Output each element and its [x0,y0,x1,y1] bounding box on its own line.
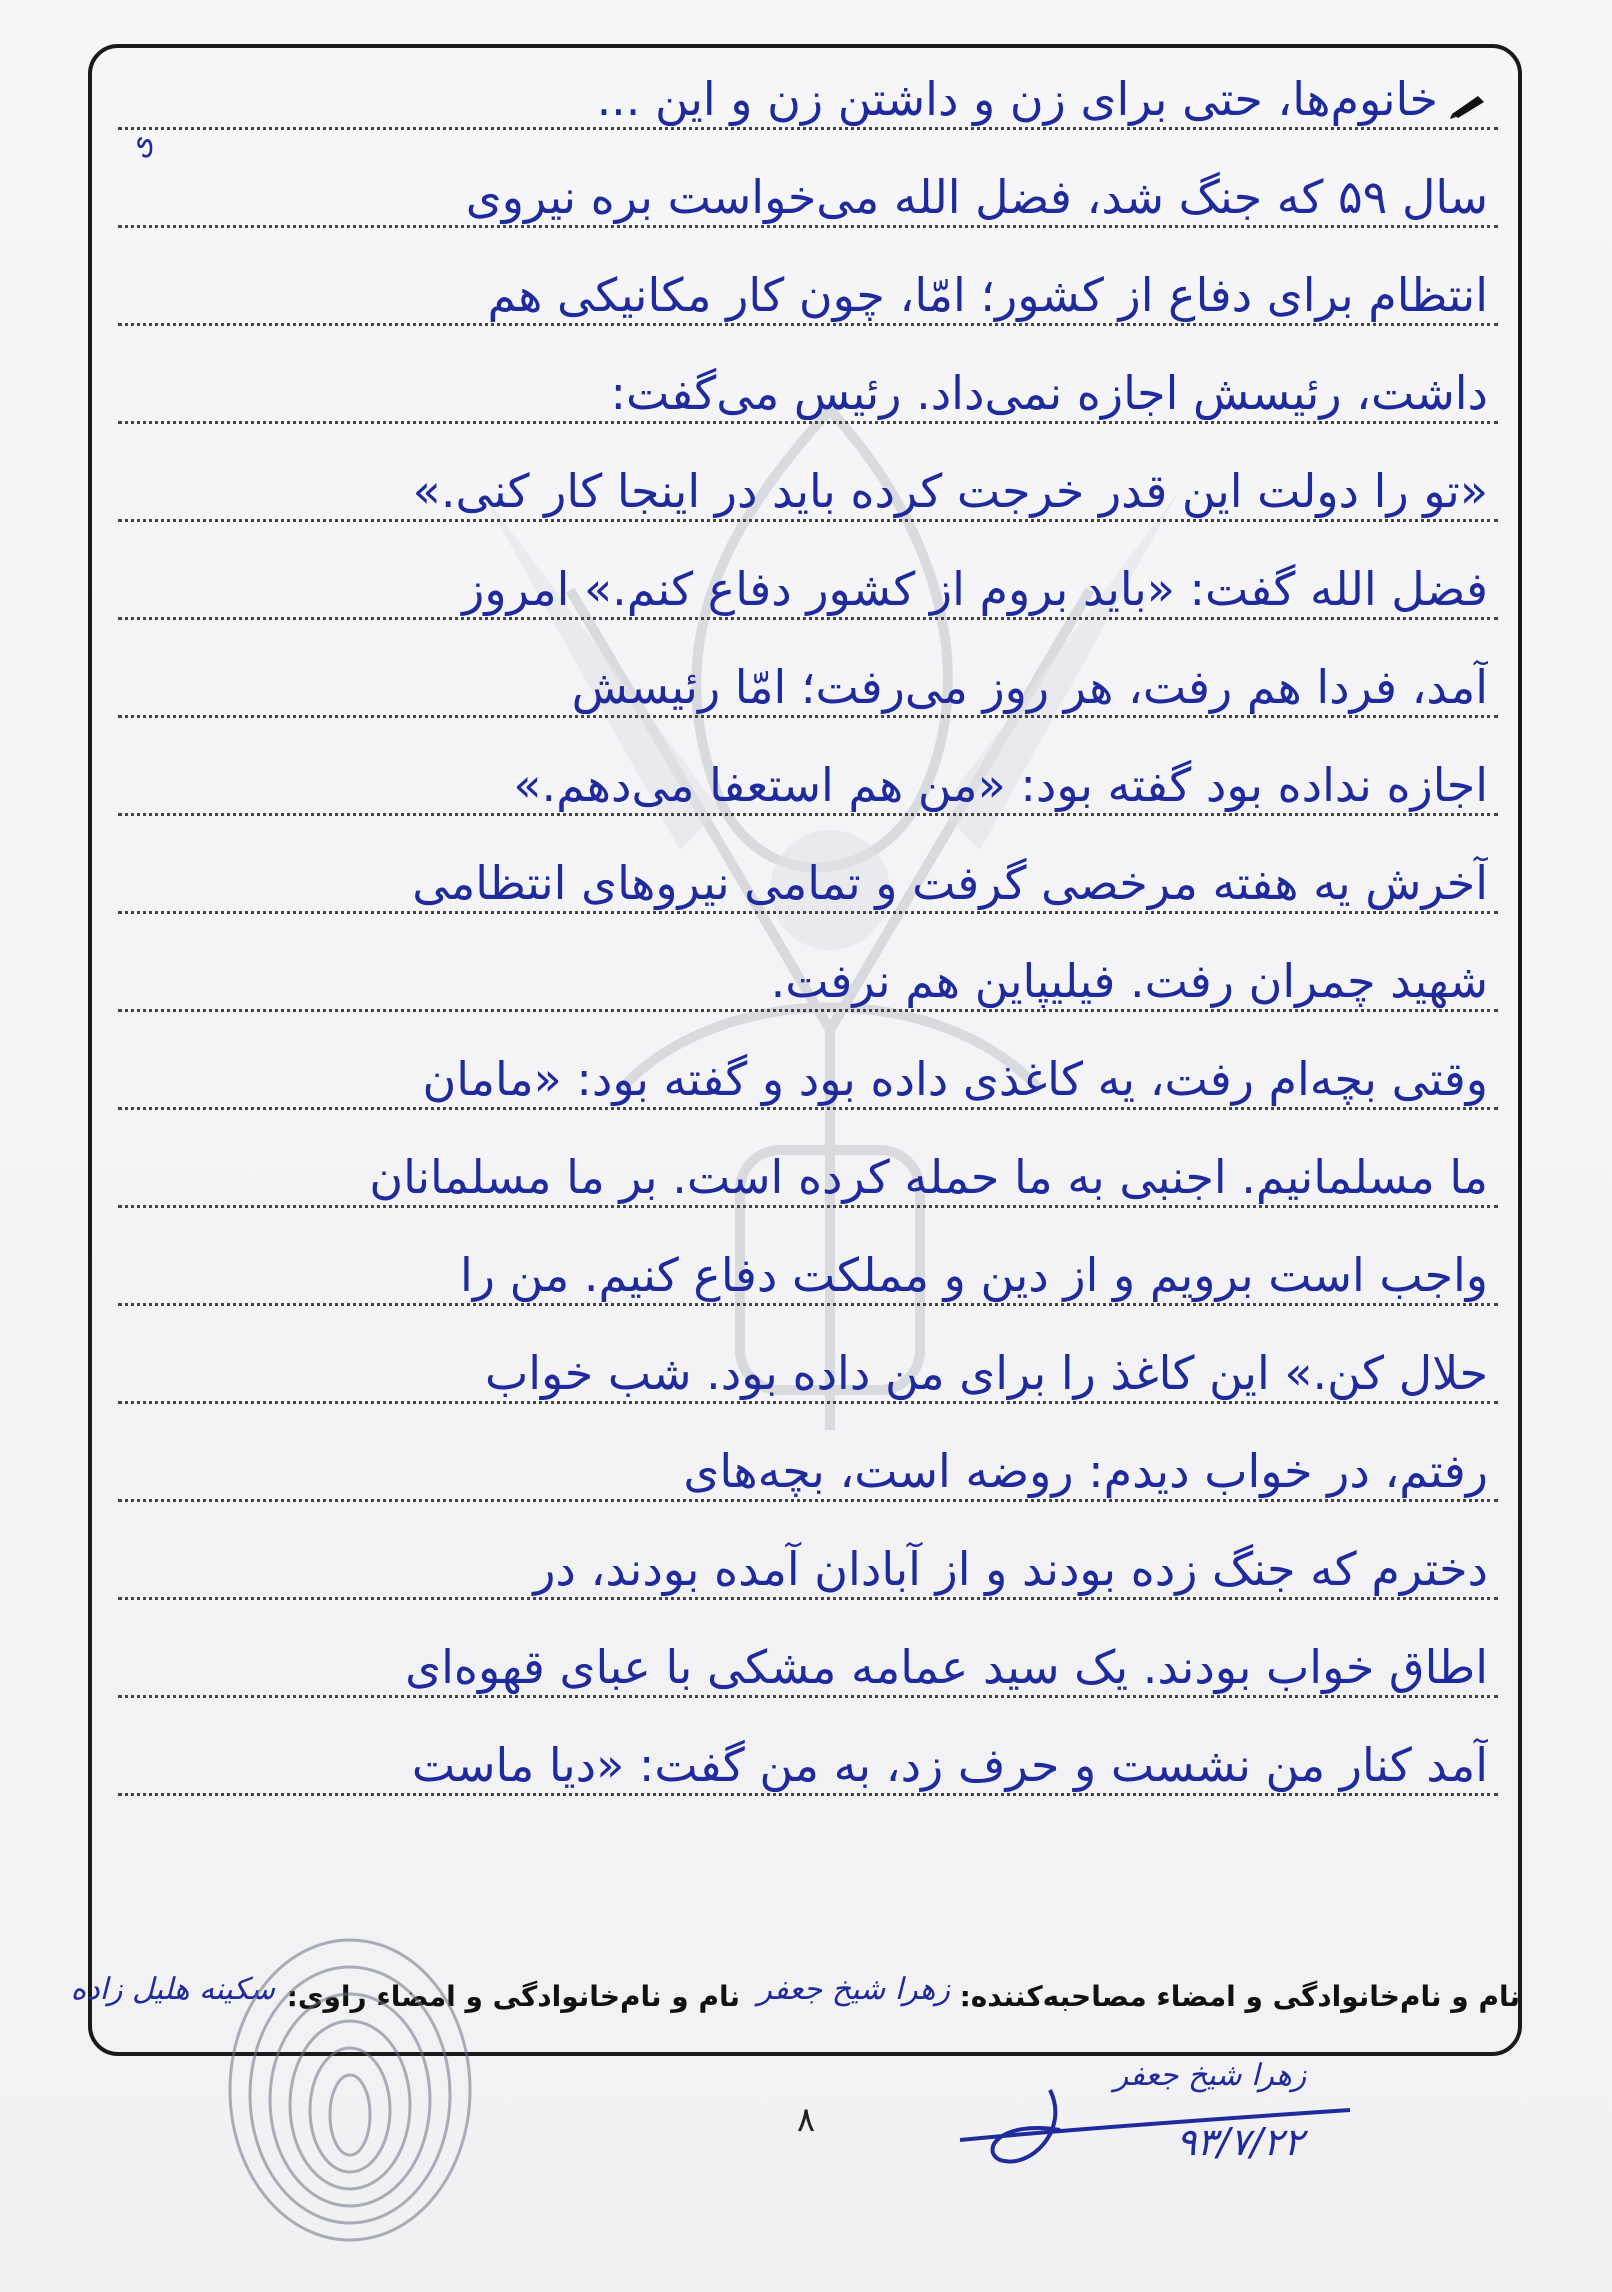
text-line [118,1236,1498,1324]
dotted-rule [118,617,1498,620]
dotted-rule [118,127,1498,130]
signature-name: زهرا شیخ جعفر [1113,2058,1307,2093]
handwritten-text: دخترم که جنگ زده بودند و از آبادان آمده بودند، در [533,1542,1488,1596]
handwritten-text: آمد، فردا هم رفت، هر روز می‌رفت؛ امّا رئیسش [571,660,1488,714]
dotted-rule [118,323,1498,326]
text-line [118,1334,1498,1422]
handwritten-text: واجب است برویم و از دین و مملکت دفاع کنیم. من را [460,1248,1488,1302]
handwritten-text: آمد کنار من نشست و حرف زد، به من گفت: «دیا ماست [411,1738,1488,1792]
handwritten-text: اطاق خواب بودند. یک سید عمامه مشکی با عبای قهوه‌ای [405,1640,1488,1694]
handwritten-text: انتظام برای دفاع از کشور؛ امّا، چون کار مکانیکی هم [487,268,1488,322]
signature-date: ۹۳/۷/۲۲ [1176,2120,1304,2164]
handwritten-text: «تو را دولت این قدر خرجت کرده باید در اینجا کار کنی.» [412,464,1488,518]
handwritten-text: رفتم، در خواب دیدم: روضه است، بچه‌های [683,1444,1488,1498]
handwritten-text: داشت، رئیسش اجازه نمی‌داد. رئیس می‌گفت: [610,366,1488,420]
dotted-rule [118,911,1498,914]
text-line [118,1432,1498,1520]
handwritten-text: حلال کن.» این کاغذ را برای من داده بود. شب خواب [484,1346,1488,1400]
dotted-rule [118,1205,1498,1208]
handwritten-text: خانوم‌ها، حتی برای زن و داشتن زن و این ... [596,72,1438,126]
dotted-rule [118,421,1498,424]
handwritten-text: ما مسلمانیم. اجنبی به ما حمله کرده است. بر ما مسلمانان [369,1150,1488,1204]
text-line [118,1040,1498,1128]
interviewer-signature: زهرا شیخ جعفر [757,1972,950,2007]
text-line [118,746,1498,834]
dotted-rule [118,715,1498,718]
text-line [118,452,1498,540]
text-line [118,550,1498,638]
text-line [118,256,1498,344]
dotted-rule [118,1597,1498,1600]
text-line [118,354,1498,442]
text-line [118,844,1498,932]
handwritten-text: آخرش یه هفته مرخصی گرفت و تمامی نیروهای انتظامی [412,856,1488,910]
text-line [118,1628,1498,1716]
text-line [118,158,1498,246]
dotted-rule [118,1303,1498,1306]
handwritten-text: فضل الله گفت: «باید بروم از کشور دفاع کنم.» امروز [462,562,1488,616]
handwritten-text: شهید چمران رفت. فیلیپاین هم نرفت. [770,954,1488,1008]
dotted-rule [118,1793,1498,1796]
handwritten-text: وقتی بچه‌ام رفت، یه کاغذی داده بود و گفته بود: «مامان [422,1052,1488,1106]
text-line [118,60,1498,148]
dotted-rule [118,1401,1498,1404]
page-number: ۸ [796,2100,816,2140]
handwritten-text: اجازه نداده بود گفته بود: «من هم استعفا می‌دهم.» [513,758,1488,812]
text-line [118,1726,1498,1814]
pencil-icon [1448,90,1488,120]
dotted-rule [118,1695,1498,1698]
dotted-rule [118,1107,1498,1110]
handwritten-text: سال ۵۹ که جنگ شد، فضل الله می‌خواست بره نیروی [465,170,1488,224]
text-line [118,1530,1498,1618]
text-line [118,942,1498,1030]
dotted-rule [118,519,1498,522]
dotted-rule [118,225,1498,228]
narrator-label: نام و نام‌خانوادگی و امضاء راوی: [286,1980,740,2013]
narrator-signature: سکینه هلیل زاده [70,1972,275,2007]
text-line [118,648,1498,736]
text-line [118,1138,1498,1226]
handwritten-lines [118,0,1498,2000]
dotted-rule [118,813,1498,816]
dotted-rule [118,1009,1498,1012]
dotted-rule [118,1499,1498,1502]
interviewer-label: نام و نام‌خانوادگی و امضاء مصاحبه‌کننده: [959,1980,1520,2013]
fingerprint-mark [200,1920,500,2250]
margin-note: ی [120,131,159,162]
